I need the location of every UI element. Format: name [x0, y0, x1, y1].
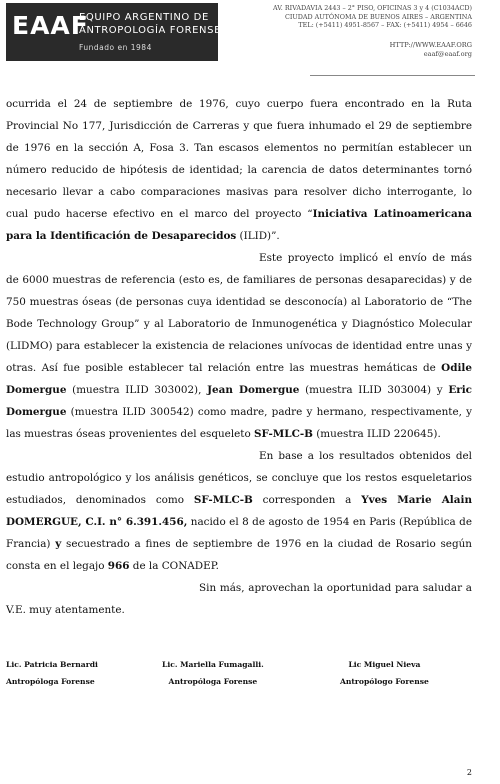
text-run: ocurrida el 24 de septiembre de 1976, cuyo cuerpo fuera encontrado en la Ruta Provincial No 177, Jurisdicción de Carreras y que fuera inhumado el 29 de septiembre de 1976 en la sección A, Fosa 3. Tan escasos elementos no permitían establecer un número reducido de hipótesis de identidad; la carencia de datos determinantes tornó necesario llevar a cabo comparaciones masivas para resolver dicho interrogante, lo cual pudo hacerse efectivo en el marco del proyecto “: [6, 98, 472, 220]
bold-text-run: Eric Domergue: [6, 384, 472, 418]
letter-body: [6, 93, 472, 621]
letterhead-contact: [390, 41, 472, 59]
email-link[interactable]: eaaf@eaaf.org: [423, 50, 472, 58]
text-run: nacido el 8 de agosto de 1954 en Paris (República de Francia): [6, 516, 472, 550]
text-run: (muestra ILID 303002),: [66, 384, 208, 396]
page-number: 2: [466, 768, 472, 777]
bold-text-run: Iniciativa Latinoamericana para la Identificación de Desaparecidos: [6, 208, 472, 242]
bold-text-run: Yves Marie Alain DOMERGUE, C.I. n° 6.391.456,: [6, 494, 472, 528]
signature-role: Antropóloga Forense: [6, 677, 95, 686]
address-line2: CIUDAD AUTÓNOMA DE BUENOS AIRES – ARGENTINA: [284, 12, 472, 21]
text-run: (muestra ILID 220645).: [312, 428, 441, 440]
signature-role: Antropóloga Forense: [168, 677, 258, 686]
bold-text-run: 966: [107, 560, 130, 572]
letterhead-address: [273, 4, 472, 30]
bold-text-run: y: [55, 538, 62, 550]
text-run: de la CONADEP.: [129, 560, 219, 572]
bold-text-run: Odile Domergue: [6, 362, 472, 396]
paragraph-1: [6, 93, 472, 247]
text-run: (ILID)”.: [236, 230, 280, 242]
signature-name: Lic Miguel Nieva: [348, 660, 421, 669]
text-run: Este proyecto implicó el envío de más de 6000 muestras de referencia (esto es, de familiares de personas desaparecidas) y de 750 muestras óseas (de personas cuya identidad se desconocía) al Laboratorio de “The Bode Technology Group” y al Laboratorio de Inmunogenética y Diagnóstico Molecular (LIDMO) para establecer la existencia de relaciones unívocas de identidad entre unas y otras. Así fue posible establecer tal relación entre las muestras hemáticas de: [6, 252, 472, 374]
address-line1: AV. RIVADAVIA 2443 – 2° PISO, OFICINAS 3 y 4 (C1034ACD): [273, 4, 472, 12]
text-run: corresponden a: [252, 494, 362, 506]
text-run: secuestrado a fines de septiembre de 1976 en la ciudad de Rosario según consta en el legajo: [6, 538, 472, 572]
paragraph-3: [6, 445, 472, 577]
logo-name-line1: EQUIPO ARGENTINO DE: [79, 12, 209, 23]
signature-name: Lic. Mariella Fumagalli.: [162, 660, 264, 669]
signature-fumagalli: [162, 656, 264, 690]
bold-text-run: SF-MLC-B: [254, 428, 313, 440]
paragraph-2: [6, 247, 472, 445]
bold-text-run: Jean Domergue: [207, 384, 300, 396]
header-divider: [310, 75, 475, 76]
address-line3: TEL: (+5411) 4951-8567 – FAX: (+5411) 4954 – 6646: [298, 21, 472, 30]
text-run: Sin más, aprovechan la oportunidad para saludar a V.E. muy atentamente.: [6, 582, 472, 616]
logo-mark: EAAF: [12, 11, 89, 40]
signature-role: Antropólogo Forense: [340, 677, 429, 686]
signature-name: Lic. Patricia Bernardi: [6, 660, 98, 669]
signature-nieva: [340, 656, 429, 690]
text-run: (muestra ILID 300542) como madre, padre y hermano, respectivamente, y las muestras óseas provenientes del esqueleto: [6, 406, 472, 440]
logo-name-line2: ANTROPOLOGÍA FORENSE: [79, 25, 221, 36]
text-run: En base a los resultados obtenidos del estudio antropológico y los análisis genéticos, se concluye que los restos esqueletarios estudiados, denominados como: [6, 450, 472, 506]
paragraph-4: [6, 577, 472, 621]
text-run: (muestra ILID 303004) y: [299, 384, 449, 396]
website-link[interactable]: HTTP://WWW.EAAF.ORG: [389, 41, 472, 49]
eaaf-logo: [6, 3, 221, 61]
logo-name: [79, 11, 221, 37]
bold-text-run: SF-MLC-B: [193, 494, 253, 506]
signature-bernardi: [6, 656, 98, 690]
logo-since: Fundado en 1984: [79, 43, 152, 52]
